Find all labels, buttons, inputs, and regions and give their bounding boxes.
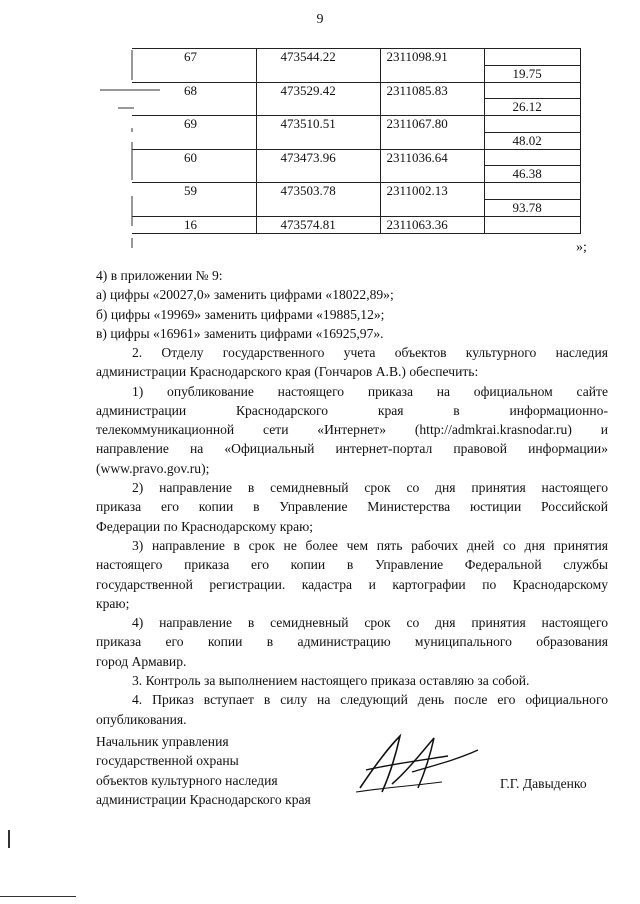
sub1-line4: направление на «Официальный интернет-портал правовой информации»	[96, 441, 608, 457]
point-number: 69	[184, 116, 197, 131]
coord-y: 2311063.36	[386, 216, 448, 232]
table-closing-quote: »;	[576, 240, 587, 255]
para-3: 3. Контроль за выполнением настоящего приказа оставляю за собой.	[132, 673, 530, 689]
sub4-line1: 4) направление в семидневный срок со дня принятия настоящего	[132, 615, 608, 631]
table-row-distance	[132, 99, 580, 116]
item-v: в) цифры «16961» заменить цифрами «16925,97».	[96, 325, 384, 341]
item-a: а) цифры «20027,0» заменить цифрами «18022,89»;	[96, 287, 394, 303]
coord-x: 473473.96	[280, 149, 336, 165]
table-row-distance	[132, 166, 580, 183]
table-row-point	[132, 183, 580, 200]
sub1-line1: 1) опубликование настоящего приказа на официальном сайте	[132, 383, 608, 399]
sub2-line3: Федерации по Краснодарскому краю;	[96, 518, 314, 534]
table-row-point	[132, 216, 580, 233]
para-4-line2: опубликования.	[96, 711, 187, 727]
amendment-items	[96, 266, 608, 343]
sub1-line5: (www.pravo.gov.ru);	[96, 460, 210, 476]
segment-length: 19.75	[512, 65, 542, 81]
coord-x: 473503.78	[280, 183, 336, 198]
table-row-point	[132, 116, 580, 133]
coord-y: 2311098.91	[386, 49, 448, 64]
sub3-line4: краю;	[96, 595, 130, 611]
para-4-line1: 4. Приказ вступает в силу на следующий день после его официального	[132, 692, 608, 708]
para-2-line1: 2. Отделу государственного учета объектов культурного наследия	[132, 345, 608, 360]
signatory-line3: объектов культурного наследия	[96, 772, 278, 788]
coord-x: 473510.51	[280, 116, 336, 131]
point-number: 59	[184, 183, 197, 198]
coord-y: 2311067.80	[386, 116, 448, 131]
table-row-point	[132, 149, 580, 166]
para-2-line2: администрации Краснодарского края (Гончаров А.В.) обеспечить:	[96, 364, 479, 380]
sub3-line2: настоящего приказа его копии в Управление Федеральной службы	[96, 557, 608, 573]
sub2-line1: 2) направление в семидневный срок со дня принятия настоящего	[132, 480, 608, 496]
margin-mark	[8, 830, 10, 848]
segment-length: 93.78	[512, 199, 542, 215]
point-number: 60	[184, 149, 197, 165]
signatory-name: Г.Г. Давыденко	[500, 776, 587, 791]
signatory-title	[96, 732, 311, 809]
item-b: б) цифры «19969» заменить цифрами «19885,12»;	[96, 306, 385, 322]
main-text	[96, 343, 608, 729]
sub3-line1: 3) направление в срок не более чем пять рабочих дней со дня принятия	[132, 537, 608, 553]
footer-rule	[0, 896, 76, 897]
item-4: 4) в приложении № 9:	[96, 268, 223, 283]
coordinates-table	[132, 48, 581, 234]
point-number: 67	[184, 49, 197, 64]
sub1-line3: телекоммуникационной сети «Интернет» (http://admkrai.krasnodar.ru) и	[96, 422, 608, 438]
sub4-line3: город Армавир.	[96, 653, 187, 669]
table-row-distance	[132, 199, 580, 216]
sub1-line2: администрации Краснодарского края в информационно-	[96, 402, 608, 418]
signatory-line4: администрации Краснодарского края	[96, 791, 311, 807]
sub2-line2: приказа его копии в Управление Министерства юстиции Российской	[96, 499, 608, 515]
signatory-line2: государственной охраны	[96, 753, 239, 769]
coord-x: 473544.22	[280, 49, 336, 64]
segment-length: 48.02	[512, 132, 542, 148]
table-row-point	[132, 82, 580, 99]
table-row-distance	[132, 65, 580, 82]
point-number: 68	[184, 82, 197, 98]
sub4-line2: приказа его копии в администрацию муниципального образования	[96, 634, 608, 650]
signatory-line1: Начальник управления	[96, 734, 229, 749]
sub3-line3: государственной регистрации. кадастра и картографии по Краснодарскому	[96, 576, 608, 592]
coord-y: 2311085.83	[386, 82, 448, 98]
table-row-distance	[132, 132, 580, 149]
coord-x: 473574.81	[280, 216, 336, 232]
table-row-point	[132, 49, 580, 66]
segment-length: 26.12	[512, 99, 542, 114]
coord-x: 473529.42	[280, 82, 336, 98]
coord-y: 2311036.64	[386, 149, 448, 165]
page-number: 9	[316, 12, 324, 27]
point-number: 16	[184, 216, 197, 232]
coord-y: 2311002.13	[386, 183, 448, 198]
segment-length: 46.38	[512, 166, 542, 181]
handwritten-signature	[352, 730, 482, 800]
